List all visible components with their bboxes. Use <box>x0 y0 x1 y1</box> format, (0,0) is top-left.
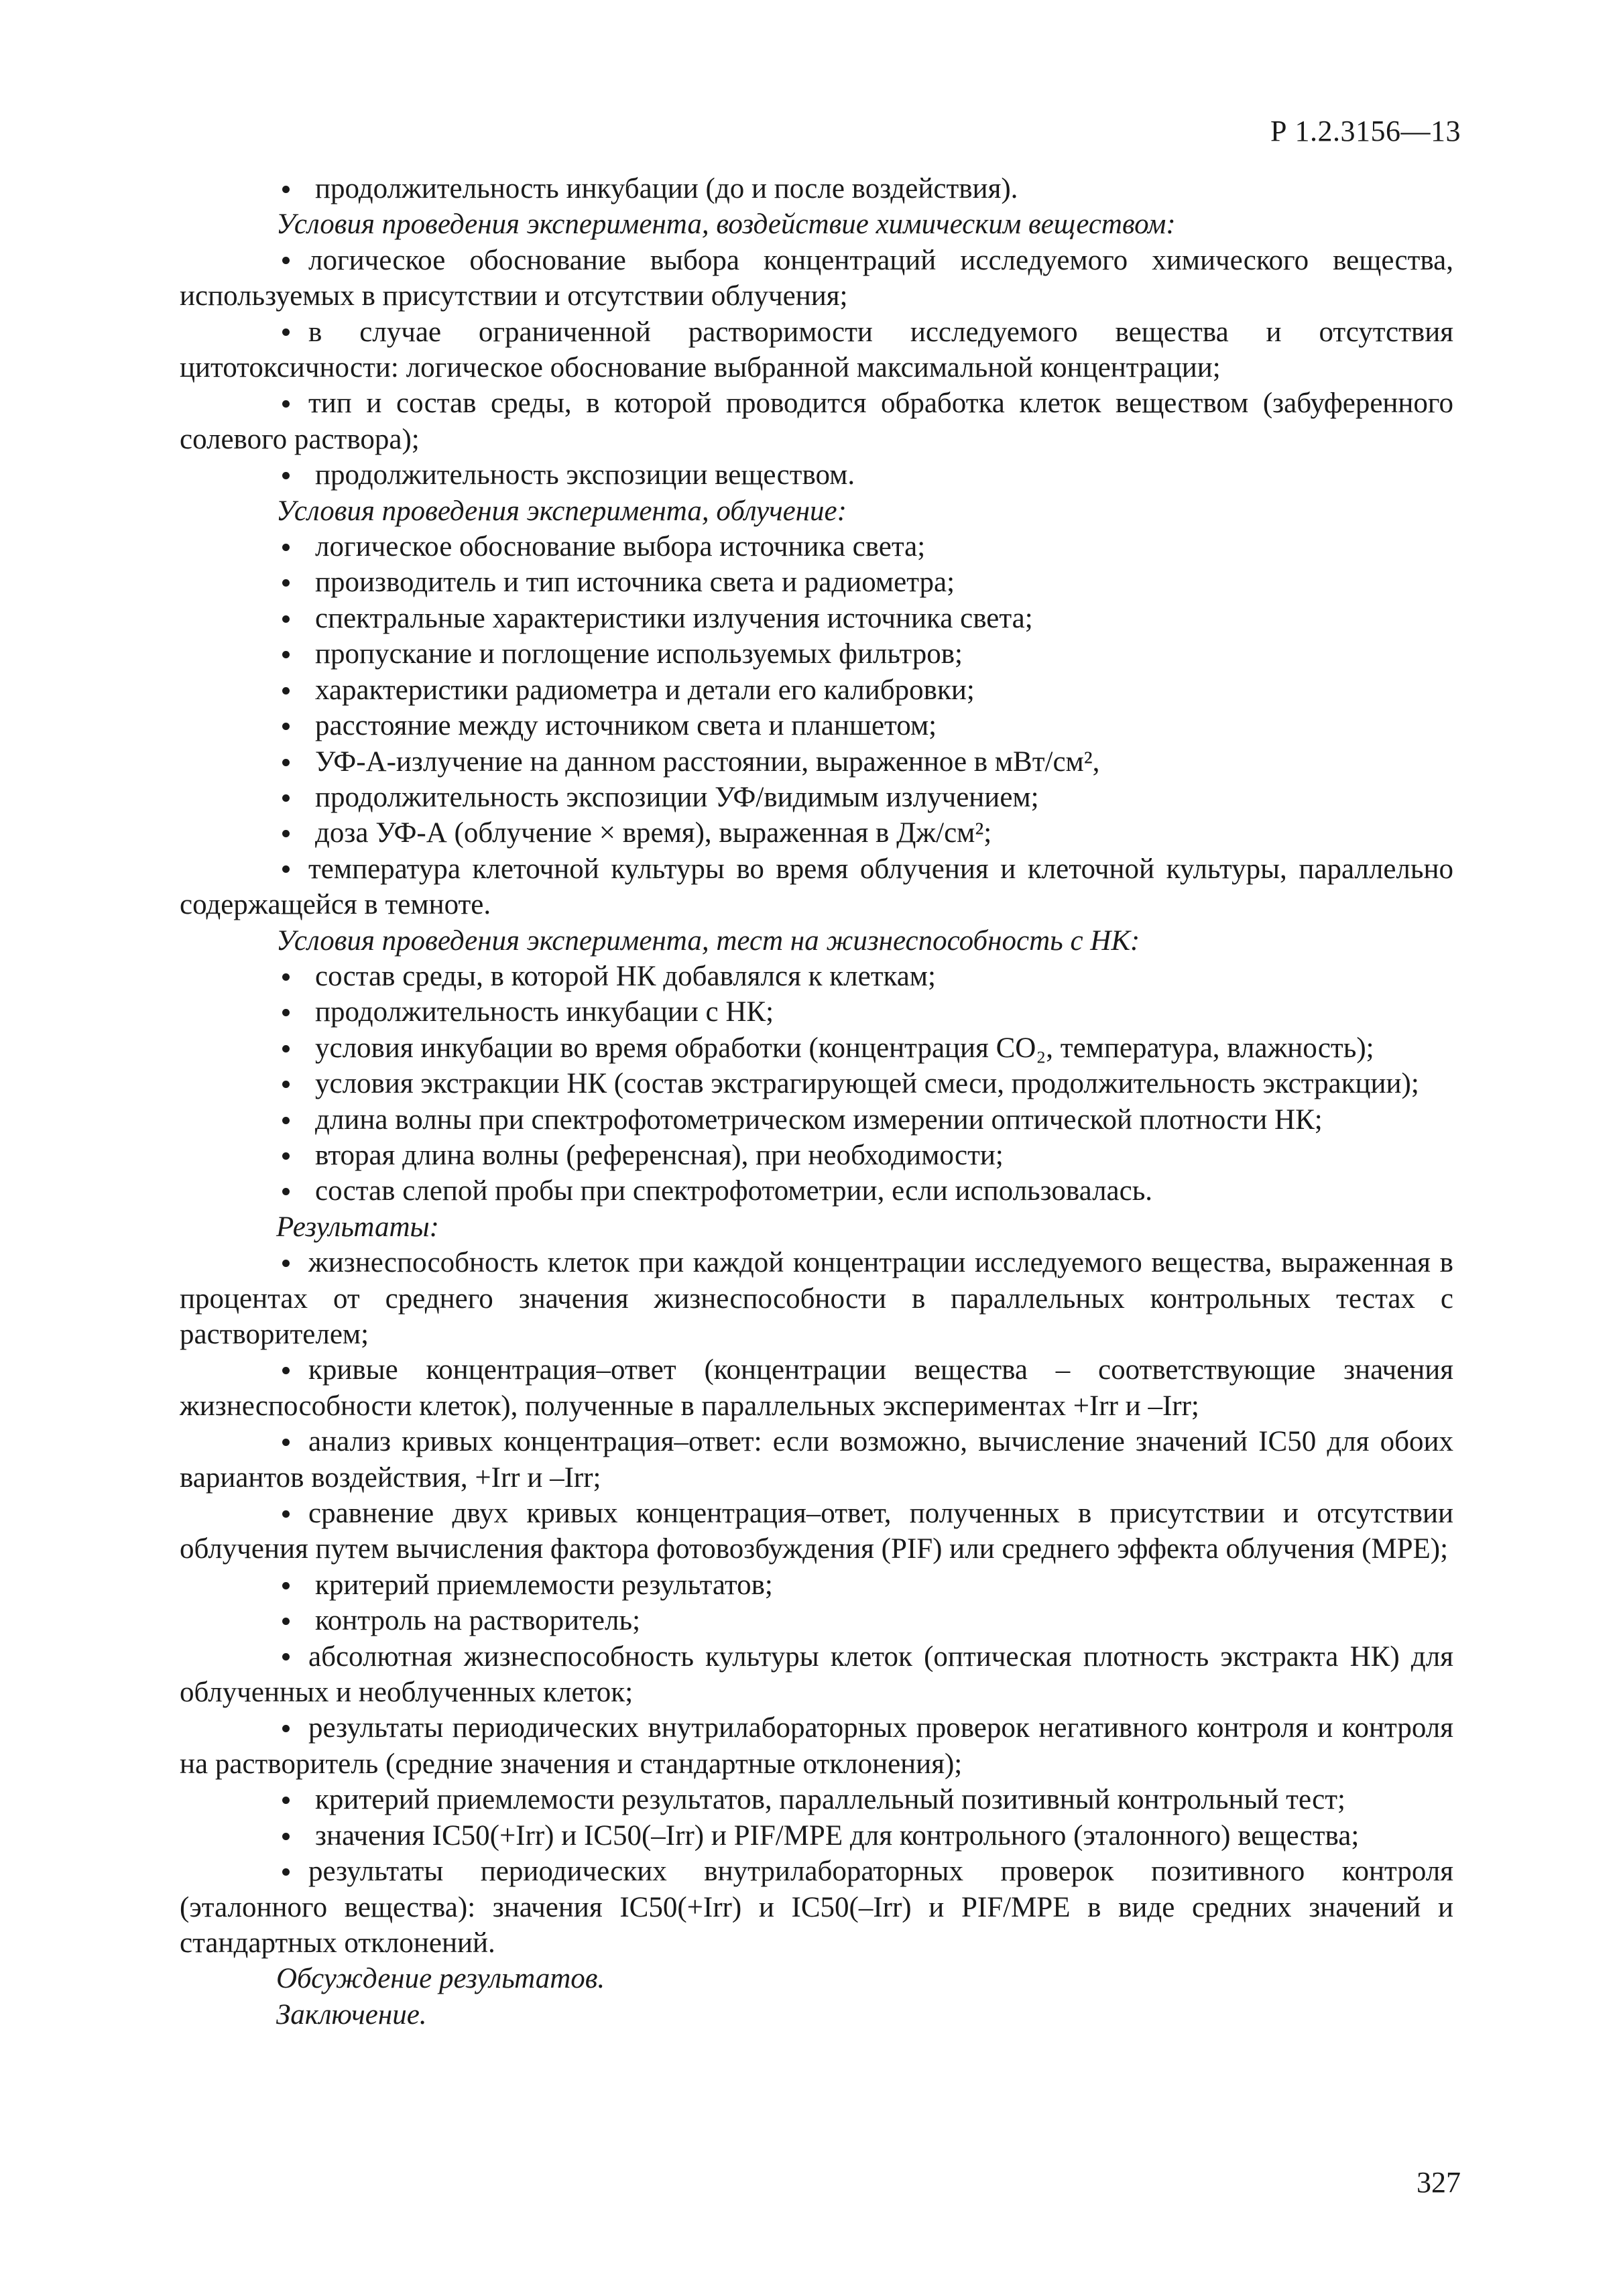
bullet-dot-icon <box>282 1367 290 1374</box>
section-heading: Условия проведения эксперимента, тест на жизнеспособность с НК: <box>276 924 1140 957</box>
bullet-dot-icon <box>282 257 290 264</box>
page-number: 327 <box>1417 2166 1461 2199</box>
bullet-item: критерий приемлемости результатов; <box>180 1567 1453 1603</box>
bullet-item: доза УФ-А (облучение × время), выраженная в Дж/см²; <box>180 815 1453 851</box>
bullet-dot-icon <box>282 1510 290 1518</box>
bullet-paragraph: логическое обоснование выбора концентраций исследуемого химического вещества, используемых в присутствии и отсутствии облучения; <box>180 244 1453 312</box>
bullet-dot-icon <box>282 1725 290 1732</box>
bullet-paragraph: кривые концентрация–ответ (концентрации вещества – соответствующие значения жизнеспособности клеток), полученные в параллельных экспериментах +Irr и –Irr; <box>180 1354 1453 1422</box>
bullet-item: производитель и тип источника света и радиометра; <box>180 564 1453 600</box>
bullet-dot-icon <box>282 1439 290 1446</box>
bullet-paragraph: результаты периодических внутрилабораторных проверок негативного контроля и контроля на растворитель (средние значения и стандартные отклонения); <box>180 1712 1453 1780</box>
bullet-item: критерий приемлемости результатов, параллельный позитивный контрольный тест; <box>180 1782 1453 1817</box>
bullet-item: значения IC50(+Irr) и IC50(–Irr) и PIF/MPE для контрольного (эталонного) вещества; <box>180 1818 1453 1854</box>
bullet-item: продолжительность экспозиции веществом. <box>180 457 1453 493</box>
bullet-item: вторая длина волны (референсная), при необходимости; <box>180 1138 1453 1173</box>
section-heading: Условия проведения эксперимента, воздействие химическим веществом: <box>276 208 1176 241</box>
bullet-paragraph: в случае ограниченной растворимости исследуемого вещества и отсутствия цитотоксичности: логическое обоснование выбранной максимальной концентрации; <box>180 316 1453 384</box>
bullet-item: условия экстракции НК (состав экстрагирующей смеси, продолжительность экстракции); <box>180 1066 1453 1101</box>
bullet-item: условия инкубации во время обработки (концентрация CO₂, температура, влажность); <box>180 1030 1453 1066</box>
section-heading: Результаты: <box>276 1211 439 1243</box>
bullet-item: пропускание и поглощение используемых фильтров; <box>180 636 1453 672</box>
bullet-item: продолжительность инкубации с НК; <box>180 994 1453 1030</box>
bullet-dot-icon <box>282 1260 290 1267</box>
bullet-item: продолжительность экспозиции УФ/видимым излучением; <box>180 780 1453 815</box>
bullet-item: расстояние между источником света и планшетом; <box>180 708 1453 743</box>
bullet-item: спектральные характеристики излучения источника света; <box>180 601 1453 636</box>
document-body <box>180 171 1453 2033</box>
bullet-paragraph: сравнение двух кривых концентрация–ответ, полученных в присутствии и отсутствии облучения путем вычисления фактора фотовозбуждения (PIF) или среднего эффекта облучения (МРЕ); <box>180 1498 1453 1565</box>
bullet-dot-icon <box>282 865 290 873</box>
bullet-item: характеристики радиометра и детали его калибровки; <box>180 672 1453 708</box>
bullet-dot-icon <box>282 1653 290 1660</box>
bullet-paragraph: жизнеспособность клеток при каждой концентрации исследуемого вещества, выраженная в процентах от среднего значения жизнеспособности в параллельных контрольных тестах с растворителем; <box>180 1247 1453 1350</box>
bullet-dot-icon <box>282 1868 290 1876</box>
section-heading: Заключение. <box>276 1998 427 2031</box>
bullet-item: логическое обоснование выбора источника света; <box>180 529 1453 564</box>
bullet-item: продолжительность инкубации (до и после воздействия). <box>180 171 1453 206</box>
bullet-paragraph: результаты периодических внутрилабораторных проверок позитивного контроля (эталонного вещества): значения IC50(+Irr) и IC50(–Irr) и PIF/MPE в виде средних значений и стандартных отклонений. <box>180 1856 1453 1959</box>
bullet-dot-icon <box>282 328 290 336</box>
bullet-paragraph: тип и состав среды, в которой проводится обработка клеток веществом (забуференного солевого раствора); <box>180 387 1453 455</box>
bullet-item: длина волны при спектрофотометрическом измерении оптической плотности НК; <box>180 1102 1453 1138</box>
bullet-item: состав слепой пробы при спектрофотометрии, если использовалась. <box>180 1173 1453 1209</box>
section-heading: Условия проведения эксперимента, облучение: <box>276 495 847 527</box>
bullet-paragraph: абсолютная жизнеспособность культуры клеток (оптическая плотность экстракта НК) для облученных и необлученных клеток; <box>180 1640 1453 1709</box>
bullet-paragraph: анализ кривых концентрация–ответ: если возможно, вычисление значений IC50 для обоих вариантов воздействия, +Irr и –Irr; <box>180 1426 1453 1494</box>
bullet-item: состав среды, в которой НК добавлялся к клеткам; <box>180 959 1453 994</box>
section-heading: Обсуждение результатов. <box>276 1963 605 1995</box>
bullet-item: контроль на растворитель; <box>180 1603 1453 1638</box>
bullet-dot-icon <box>282 400 290 408</box>
bullet-paragraph: температура клеточной культуры во время облучения и клеточной культуры, параллельно содержащейся в темноте. <box>180 853 1453 921</box>
document-code: Р 1.2.3156—13 <box>1270 115 1461 147</box>
bullet-item: УФ-А-излучение на данном расстоянии, выраженное в мВт/см², <box>180 744 1453 780</box>
